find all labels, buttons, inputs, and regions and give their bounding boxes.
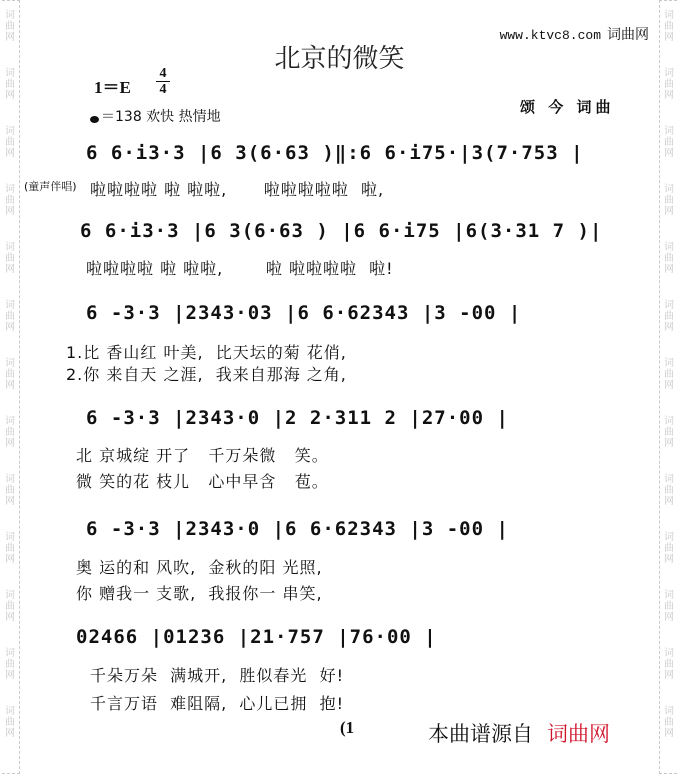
notes-row-6: 02466 |01236 |21·757 |76·00 | (76, 626, 437, 648)
watermark-text: 词 曲 网 (5, 532, 15, 565)
time-bottom: 4 (156, 81, 170, 97)
notes-row-5: 6 -3·3 |2343·0 |6 6·62343 |3 -00 | (86, 518, 509, 540)
lyrics-row-3-verse-2: 2.你 来自天 之涯, 我来自那海 之角, (66, 365, 347, 384)
key-signature: 1＝E (94, 78, 131, 97)
notes-row-4: 6 -3·3 |2343·0 |2 2·311 2 |27·00 | (86, 407, 509, 429)
lyrics-row-2-verse-1: 啦啦啦啦 啦 啦啦, 啦 啦啦啦啦 啦! (86, 259, 394, 278)
watermark-text: 词 曲 网 (5, 416, 15, 449)
watermark-text: 词 曲 网 (5, 10, 15, 43)
watermark-text: 词 曲 网 (664, 242, 674, 275)
watermark-text: 词 曲 网 (664, 706, 674, 739)
watermark-text: 词 曲 网 (664, 648, 674, 681)
watermark-text: 词 曲 网 (5, 68, 15, 101)
watermark-text: 词 曲 网 (664, 184, 674, 217)
lyrics-row-6-verse-2: 千言万语 难阻隔, 心儿已拥 抱! (90, 694, 345, 713)
notes-row-3: 6 -3·3 |2343·03 |6 6·62343 |3 -00 | (86, 302, 522, 324)
lyrics-row-4-verse-1: 北 京城绽 开了 千万朵微 笑。 (76, 446, 329, 465)
song-title: 北京的微笑 (274, 44, 405, 74)
source-note (428, 718, 610, 748)
watermark-text: 词 曲 网 (5, 358, 15, 391)
watermark-text: 词 曲 网 (664, 416, 674, 449)
lyrics-row-3-verse-1: 1.比 香山红 叶美, 比天坛的菊 花俏, (66, 343, 347, 362)
watermark-text: 词 曲 网 (5, 590, 15, 623)
watermark-text: 词 曲 网 (664, 68, 674, 101)
lyrics-row-6-verse-1: 千朵万朵 满城开, 胜似春光 好! (90, 666, 345, 685)
tempo-marking (90, 106, 221, 126)
watermark-text: 词 曲 网 (5, 474, 15, 507)
watermark-text: 词 曲 网 (664, 532, 674, 565)
notes-row-2: 6 6·i3·3 |6 3(6·63 ) |6 6·i75 |6(3·31 7 )| (80, 220, 603, 242)
notes-row-1: 6 6·i3·3 |6 3(6·63 )‖:6 6·i75·|3(7·753 | (86, 142, 584, 164)
watermark-text: 词 曲 网 (5, 648, 15, 681)
source-text: 本曲谱源自 (428, 722, 533, 746)
page-number: (1 (340, 718, 355, 737)
site-url: www.ktvc8.com (499, 28, 601, 43)
lyrics-row-1-verse-1: 啦啦啦啦 啦 啦啦, 啦啦啦啦啦 啦, (90, 180, 385, 199)
watermark-text: 词 曲 网 (5, 706, 15, 739)
watermark-text: 词 曲 网 (664, 358, 674, 391)
lyrics-row-4-verse-2: 微 笑的花 枝儿 心中早含 苞。 (76, 472, 329, 491)
lyrics-row-5-verse-1: 奥 运的和 风吹, 金秋的阳 光照, (76, 558, 323, 577)
author-credit: 颂 今 词曲 (520, 98, 615, 116)
watermark-text: 词 曲 网 (664, 474, 674, 507)
watermark-text: 词 曲 网 (664, 300, 674, 333)
watermark-text: 词 曲 网 (5, 300, 15, 333)
time-signature (156, 66, 170, 97)
site-name: 词曲网 (607, 27, 649, 43)
lyrics-row-5-verse-2: 你 赠我一 支歌, 我报你一 串笑, (76, 584, 323, 603)
watermark-text: 词 曲 网 (664, 126, 674, 159)
watermark-text: 词 曲 网 (5, 242, 15, 275)
time-top: 4 (159, 66, 167, 81)
watermark-text: 词 曲 网 (5, 184, 15, 217)
tempo-text: ＝138 欢快 热情地 (101, 109, 221, 125)
watermark-text: 词 曲 网 (664, 10, 674, 43)
quarter-note-icon (90, 116, 99, 123)
source-brand: 词曲网 (547, 722, 610, 746)
watermark-text: 词 曲 网 (5, 126, 15, 159)
watermark-text: 词 曲 网 (664, 590, 674, 623)
intro-tag: (童声伴唱) (24, 180, 77, 193)
